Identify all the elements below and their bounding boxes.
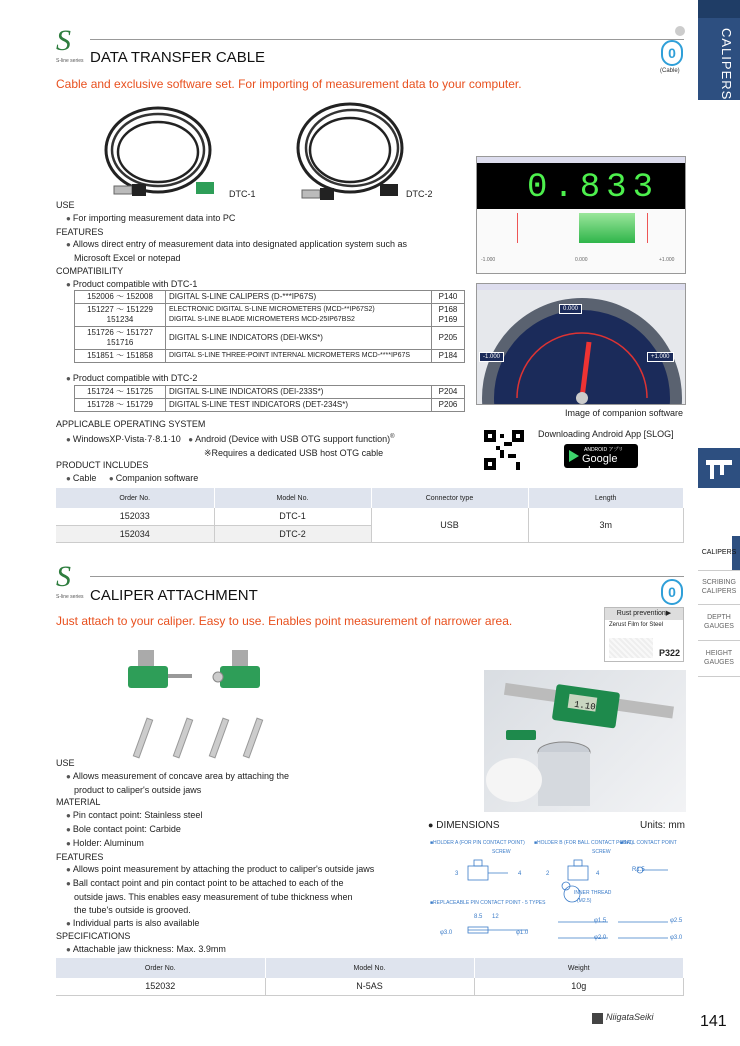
rust-prevention-box[interactable]	[604, 607, 684, 662]
lcd-display	[477, 163, 685, 209]
compat-page-ref[interactable]: P205	[432, 327, 465, 350]
sline-logo-sub: S-line series	[56, 594, 84, 600]
brand-logo: NiigataSeiki	[606, 1012, 654, 1022]
col-header: Order No.	[56, 488, 214, 508]
dim-value: R1.5	[632, 867, 645, 873]
gplay-small-text: ANDROID アプリ	[584, 447, 624, 453]
caliper-photo-illustration	[484, 670, 686, 812]
dim-thread-spec: (M2.5)	[577, 898, 592, 904]
compat-page-ref[interactable]: P204	[432, 386, 465, 399]
nav-item-depth-gauges[interactable]: DEPTH GAUGES	[704, 614, 734, 630]
nav-divider	[698, 640, 740, 641]
scale-mid: 0.000	[575, 257, 588, 263]
compat-product-name: DIGITAL S-LINE THREE-POINT INTERNAL MICROMETERS MCD-****IP67S	[166, 350, 432, 363]
gauge-label-top: 0.000	[559, 304, 582, 314]
material-item: ● Holder: Aluminum	[56, 837, 374, 851]
order-no: 152034	[56, 525, 214, 542]
gauge-label-left: -1.000	[479, 352, 504, 362]
section-header-cable	[56, 26, 684, 66]
compat-row	[75, 304, 465, 327]
compat-order-no: 151724 ～ 151725	[75, 386, 166, 399]
nav-divider	[698, 570, 740, 571]
dim-value: φ3.0	[670, 935, 683, 941]
rust-product: Zerust Film for Steel	[609, 622, 664, 628]
material-heading: MATERIAL	[56, 797, 101, 808]
table-header-row	[56, 488, 684, 508]
compat-order-no: 151227 ～ 151229 151234	[75, 304, 166, 327]
section-lead: Cable and exclusive software set. For importing of measurement data to your computer.	[56, 77, 522, 91]
model-no: DTC-2	[214, 525, 371, 542]
compat-product-name: ELECTRONIC DIGITAL S-LINE MICROMETERS (MCD-**IP67S2) DIGITAL S-LINE BLADE MICROMETERS MCD-25IP67BS2	[166, 304, 432, 327]
features-item: ● Allows direct entry of measurement data into designated application system such as	[56, 238, 407, 252]
cable-specs-text	[56, 199, 407, 292]
use-heading: USE	[56, 758, 75, 768]
section-title: CALIPER ATTACHMENT	[90, 587, 258, 604]
spec-heading: SPECIFICATIONS	[56, 931, 131, 942]
table-row	[56, 508, 684, 525]
tab-cap	[698, 0, 740, 18]
dim-value: 4	[518, 871, 522, 877]
dim-screw-label: SCREW	[492, 849, 511, 855]
weight: 10g	[474, 978, 684, 995]
registered-mark: ®	[390, 433, 395, 440]
android-download-text: Downloading Android App [SLOG]	[538, 429, 674, 439]
material-item: ● Bole contact point: Carbide	[56, 823, 374, 837]
compat-order-no: 151851 ～ 151858	[75, 350, 166, 363]
dim-value: 12	[492, 914, 499, 920]
page-number: 141	[700, 1013, 727, 1030]
compat-page-ref[interactable]: P206	[432, 399, 465, 412]
dim-value: φ2.0	[594, 935, 607, 941]
os-line	[56, 431, 395, 447]
os-windows: ● WindowsXP·Vista·7·8.1·10	[66, 434, 181, 444]
dim-value: 2	[546, 871, 550, 877]
dim-screw-label: SCREW	[592, 849, 611, 855]
dim-value: φ3.0	[440, 930, 453, 936]
dtc1-cable-image	[96, 98, 226, 208]
qr-code-image[interactable]	[484, 430, 524, 470]
compat-row	[75, 386, 465, 399]
compat-product-name: DIGITAL S-LINE INDICATORS (DEI-233S*)	[166, 386, 432, 399]
compat-product-name: DIGITAL S-LINE CALIPERS (D-***IP67S)	[166, 291, 432, 304]
os-android: ● Android (Device with USB OTG support function)	[188, 434, 390, 444]
includes-cable: ● Cable	[66, 473, 96, 483]
caliper-icon	[698, 448, 740, 488]
features-item-cont: the tube's outside is grooved.	[74, 904, 191, 915]
dimension-drawings	[428, 850, 686, 950]
compat-product-name: DIGITAL S-LINE INDICATORS (DEI-WKS*)	[166, 327, 432, 350]
order-no: 152033	[56, 508, 214, 525]
dtc2-cable-image	[292, 96, 412, 214]
dim-value: 3	[455, 871, 459, 877]
use-item: ● For importing measurement data into PC	[56, 212, 407, 226]
sline-logo: S	[56, 560, 71, 593]
nav-item-height-gauges[interactable]: HEIGHT GAUGES	[704, 650, 734, 666]
dtc1-label: DTC-1	[229, 189, 256, 199]
features-item: ● Individual parts is also available	[56, 917, 374, 931]
compat-row	[75, 399, 465, 412]
use-item: ● Allows measurement of concave area by attaching the	[56, 770, 374, 784]
limit-tick	[517, 213, 518, 243]
dim-value: 4	[596, 871, 600, 877]
nav-divider	[698, 604, 740, 605]
use-heading: USE	[56, 200, 75, 210]
compat-order-no: 152006 ～ 152008	[75, 291, 166, 304]
compat-row	[75, 327, 465, 350]
compat-page-ref[interactable]: P140	[432, 291, 465, 304]
section-title: DATA TRANSFER CABLE	[90, 49, 266, 66]
lcd-value: 0.833	[526, 169, 659, 207]
section-lead: Just attach to your caliper. Easy to use. Enables point measurement of narrower area.	[56, 614, 513, 628]
os-section	[56, 418, 395, 486]
caliper-attachment-image	[120, 644, 280, 768]
compat-table-dtc2	[74, 385, 465, 412]
connector-type: USB	[371, 508, 528, 542]
attachment-order-table	[56, 958, 684, 996]
features-item: ● Ball contact point and pin contact point to be attached to each of the	[56, 877, 374, 891]
limit-tick	[647, 213, 648, 243]
col-header: Order No.	[56, 958, 265, 978]
compat-heading: COMPATIBILITY	[56, 265, 124, 276]
zero-setting-badge: 0	[661, 40, 683, 66]
compat-order-no: 151728 ～ 151729	[75, 399, 166, 412]
model-no: DTC-1	[214, 508, 371, 525]
sline-logo: S	[56, 24, 71, 57]
dim-value: φ1.5	[594, 918, 607, 924]
nav-item-calipers[interactable]: CALIPERS	[701, 549, 737, 556]
section-rule	[90, 576, 684, 577]
compat-order-no: 151726 ～ 151727 151716	[75, 327, 166, 350]
includes-line	[56, 472, 395, 486]
brand-mark-icon	[592, 1013, 603, 1024]
caliper-category-tab[interactable]	[698, 0, 740, 100]
table-header-row	[56, 958, 684, 978]
dim-inner-thread-label: INNER THREAD	[574, 890, 612, 896]
use-item-cont: product to caliper's outside jaws	[74, 784, 202, 795]
gplay-big-text: Google play	[582, 453, 618, 477]
compat-dtc2-label: ● Product compatible with DTC-2	[66, 372, 197, 386]
material-item: ● Pin contact point: Stainless steel	[56, 809, 374, 823]
compat-product-name: DIGITAL S-LINE TEST INDICATORS (DET-234S*)	[166, 399, 432, 412]
dimensions-title: DIMENSIONS	[436, 820, 500, 831]
features-heading: FEATURES	[56, 851, 104, 862]
includes-software: ● Companion software	[109, 473, 198, 483]
dim-holder-b-label: ■HOLDER B (FOR BALL CONTACT POINT)	[534, 840, 634, 846]
google-play-button[interactable]	[564, 444, 638, 477]
dimensions-heading: ● DIMENSIONS	[428, 820, 500, 831]
zero-setting-badge: 0	[661, 579, 683, 605]
film-texture	[609, 638, 653, 658]
compat-dtc1-label: ● Product compatible with DTC-1	[56, 278, 407, 292]
spec-item: ● Attachable jaw thickness: Max. 3.9mm	[56, 943, 374, 957]
value-bar	[579, 213, 635, 243]
caliper-usage-photo	[484, 670, 686, 812]
dim-value: φ2.5	[670, 918, 683, 924]
caliper-icon-tab[interactable]	[698, 448, 740, 488]
scale-left: -1.000	[481, 257, 496, 263]
compat-table-dtc1	[74, 290, 465, 363]
software-caption: Image of companion software	[565, 408, 684, 418]
dim-replaceable-label: ■REPLACEABLE PIN CONTACT POINT - 5 TYPES	[430, 900, 546, 906]
features-item-cont: Microsoft Excel or notepad	[74, 253, 181, 264]
dim-value: 8.5	[474, 914, 483, 920]
model-no: N-5AS	[265, 978, 474, 995]
includes-heading: PRODUCT INCLUDES	[56, 460, 149, 471]
scale-right: +1.000	[659, 257, 675, 263]
play-icon	[569, 450, 579, 462]
dtc2-label: DTC-2	[406, 189, 433, 199]
section-header-attachment	[56, 562, 684, 602]
col-header: Length	[528, 488, 684, 508]
col-header: Model No.	[214, 488, 371, 508]
compat-page-ref[interactable]: P184	[432, 350, 465, 363]
rust-page-ref: P322	[658, 648, 680, 658]
units-label: Units: mm	[640, 820, 685, 831]
os-heading: APPLICABLE OPERATING SYSTEM	[56, 419, 206, 429]
features-item-cont: outside jaws. This enables easy measurement of tube thickness when	[74, 891, 353, 902]
section-rule	[90, 39, 684, 40]
rust-heading: Rust prevention▶	[605, 608, 683, 620]
photo-lcd-value: 1.10	[573, 699, 597, 713]
badge-caption: (Cable)	[660, 68, 680, 74]
features-item: ● Allows point measurement by attaching the product to caliper's outside jaws	[56, 863, 374, 877]
software-gauge-screenshot	[476, 283, 686, 405]
cable-order-table	[56, 488, 684, 543]
col-header: Connector type	[371, 488, 528, 508]
compat-row	[75, 350, 465, 363]
order-no: 152032	[56, 978, 265, 995]
dim-ball-label: ■BALL CONTACT POINT	[620, 840, 677, 846]
length: 3m	[528, 508, 684, 542]
nav-item-scribing-calipers[interactable]: SCRIBING CALIPERS	[701, 579, 737, 595]
table-row	[56, 978, 684, 995]
nav-divider	[698, 676, 740, 677]
attachment-specs-text	[56, 757, 374, 957]
sline-logo-sub: S-line series	[56, 58, 84, 64]
compat-page-ref[interactable]: P168 P169	[432, 304, 465, 327]
col-header: Weight	[474, 958, 684, 978]
dim-holder-a-label: ■HOLDER A (FOR PIN CONTACT POINT)	[430, 840, 525, 846]
compat-row	[75, 291, 465, 304]
col-header: Model No.	[265, 958, 474, 978]
software-lcd-screenshot	[476, 156, 686, 274]
dim-value: φ1.0	[516, 930, 529, 936]
features-heading: FEATURES	[56, 226, 104, 237]
category-label: CALIPERS	[719, 28, 734, 101]
os-note: ※Requires a dedicated USB host OTG cable	[204, 447, 384, 458]
gauge-label-right: +1.000	[647, 352, 674, 362]
